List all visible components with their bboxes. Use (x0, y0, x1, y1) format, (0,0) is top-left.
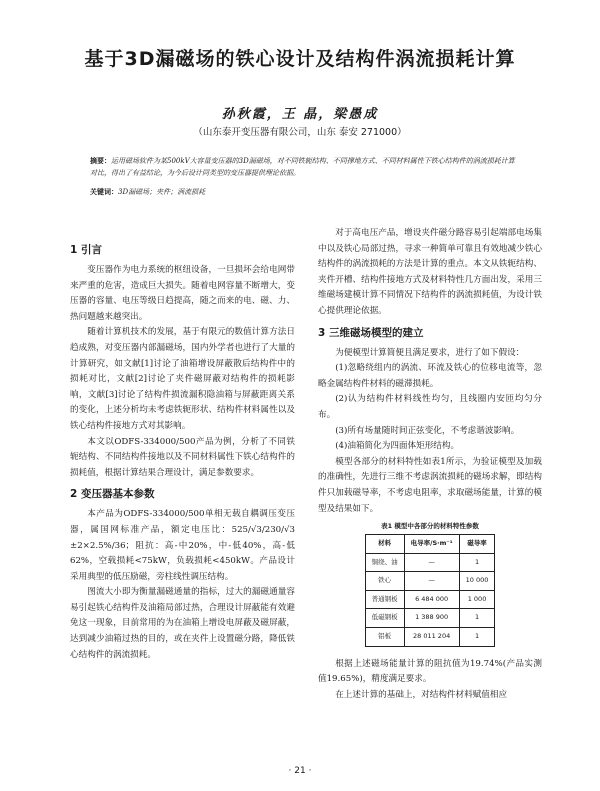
table-cell: 1 388 900 (404, 609, 459, 628)
material-table (365, 534, 496, 647)
abstract (90, 155, 520, 179)
table-row (365, 572, 495, 591)
table-cell: 1 (459, 609, 495, 628)
table-cell: 低磁钢板 (365, 609, 404, 628)
table-cell: 铜绕、油 (365, 553, 404, 572)
paragraph: 本文以ODFS-334000/500产品为例，分析了不同铁轭结构、不同结构件接地以及不同材料属性下铁心结构件的损耗值，根据计算结果合理设计，满足参数要求。 (70, 436, 295, 478)
paragraph: 图流大小即为衡量漏磁通量的指标，过大的漏磁通量容易引起铁心结构件及油箱局部过热，合理设计屏蔽能有效避免这一现象，目前常用的为在油箱上增设电屏蔽及磁屏蔽，达到减少油箱过热的目的，或在夹件上设置磁分路，降低铁心结构件的涡流损耗。 (70, 587, 295, 660)
abstract-label: 摘要： (90, 156, 111, 165)
table-cell: 28 011 204 (404, 628, 459, 647)
assumption-item: (4)油箱简化为四面体矩形结构。 (335, 441, 460, 452)
table-caption: 表1 模型中各部分的材料特性参数 (381, 522, 479, 531)
keywords (90, 187, 520, 197)
paragraph: 变压器作为电力系统的枢纽设备，一旦损坏会给电网带来严重的危害，造成巨大损失。随着电网容量不断增大，变压器的容量、电压等级日趋提高，随之而来的电、磁、力、热问题越来越突出。 (70, 265, 295, 322)
table-cell: 1 (459, 628, 495, 647)
authors: 孙秋霞，王 晶，梁愚成 (221, 107, 379, 122)
assumption-item: (3)所有场量随时间正弦变化，不考虑谐波影响。 (335, 425, 520, 436)
table-cell: 1 000 (459, 590, 495, 609)
table-row (365, 609, 495, 628)
keywords-label: 关键词： (90, 187, 118, 196)
table-cell: 铁心 (365, 572, 404, 591)
table-cell: 铝板 (365, 628, 404, 647)
paragraph: 为便模型计算简便且满足要求，进行了如下假设： (335, 347, 525, 358)
table-row (365, 553, 495, 572)
keywords-text: 3D漏磁场；夹件；涡流损耗 (118, 188, 206, 196)
paragraph: 在上述计算的基础上，对结构件材料赋值相应 (335, 689, 508, 700)
table-cell: — (404, 572, 459, 591)
section-heading-model: 3 三维磁场模型的建立 (318, 326, 424, 339)
paragraph: 根据上述磁场能量计算的阻抗值为19.74%(产品实测值19.65%)，精度满足要求。 (318, 658, 542, 685)
table-row (365, 590, 495, 609)
affiliation: （山东泰开变压器有限公司，山东 泰安 271000） (193, 127, 407, 138)
paragraph: 对于高电压产品，增设夹件磁分路容易引起端部电场集中以及铁心局部过热，寻求一种简单可靠且有效地减少铁心结构件的涡流损耗的方法是计算的重点。本文从铁轭结构、夹件开槽、结构件接地方式及材料特性几方面出发，采用三维磁场建模计算不同情况下结构件的涡流损耗值，为设计铁心提供理论依据。 (318, 228, 542, 316)
right-column (318, 226, 542, 703)
section-heading-parameters: 2 变压器基本参数 (70, 488, 155, 501)
abstract-text: 运用磁场软件为某500kV大容量变压器的3D漏磁场，对不同铁轭结构、不同撑地方式、不同材料属性下铁心结构件的涡流损耗计算对比，得出了有益结论，为今后设计同类型的变压器提供理论依据。 (90, 157, 515, 177)
paper-title: 基于3D漏磁场的铁心设计及结构件涡流损耗计算 (84, 48, 516, 70)
paragraph: 随着计算机技术的发展，基于有限元的数值计算方法日趋成熟，对变压器内部漏磁场，国内外学者也进行了大量的计算研究，如文献[1]讨论了油箱增设屏蔽散后结构件中的损耗对比，文献[2]讨论了夹件磁屏蔽对结构件的损耗影响，文献[3]讨论了结构件损流漏积隐油箱与屏蔽距离关系的变化，上述分析均未考虑铁轭形状、结构件材料属性以及铁心结构件接地方式对其影响。 (70, 327, 295, 431)
paragraph: 模型各部分的材料特性如表1所示，为验证模型及加载的准确性，先进行三维不考虑涡流损耗的磁场求解，即结构件只加载磁导率，不考虑电阻率，求取磁场能量，计算的模型及结果如下。 (318, 456, 542, 514)
left-column (70, 237, 295, 663)
table-cell: 1 (459, 553, 495, 572)
assumption-item: (1)忽略绕组内的涡流、环流及铁心的位移电流等，忽略金属结构件材料的磁滞损耗。 (318, 363, 542, 389)
assumption-item: (2)认为结构件材料线性均匀，且线圈内安匝均匀分布。 (318, 394, 542, 420)
table-cell: 普通钢板 (365, 590, 404, 609)
table-header: 电导率/S·m⁻¹ (404, 535, 459, 554)
table-header: 材料 (365, 535, 404, 554)
table-cell: 10 000 (459, 572, 495, 591)
paragraph: 本产品为ODFS-334000/500单相无载自耦调压变压器，属国网标准产品，额定电压比：525/√3/230/√3 ±2×2.5%/36；阻抗：高-中20%，中-低40%，高-低62%，空载损耗<75kW，负载损耗<450kW。产品设计采用典型的低压励磁，旁柱线性调压结构。 (70, 509, 295, 582)
table-cell: — (404, 553, 459, 572)
section-heading-introduction: 1 引言 (70, 244, 102, 256)
table-header: 磁导率 (459, 535, 495, 554)
table-row (365, 628, 495, 647)
table-cell: 6 484 000 (404, 590, 459, 609)
page-number: · 21 · (288, 766, 312, 776)
